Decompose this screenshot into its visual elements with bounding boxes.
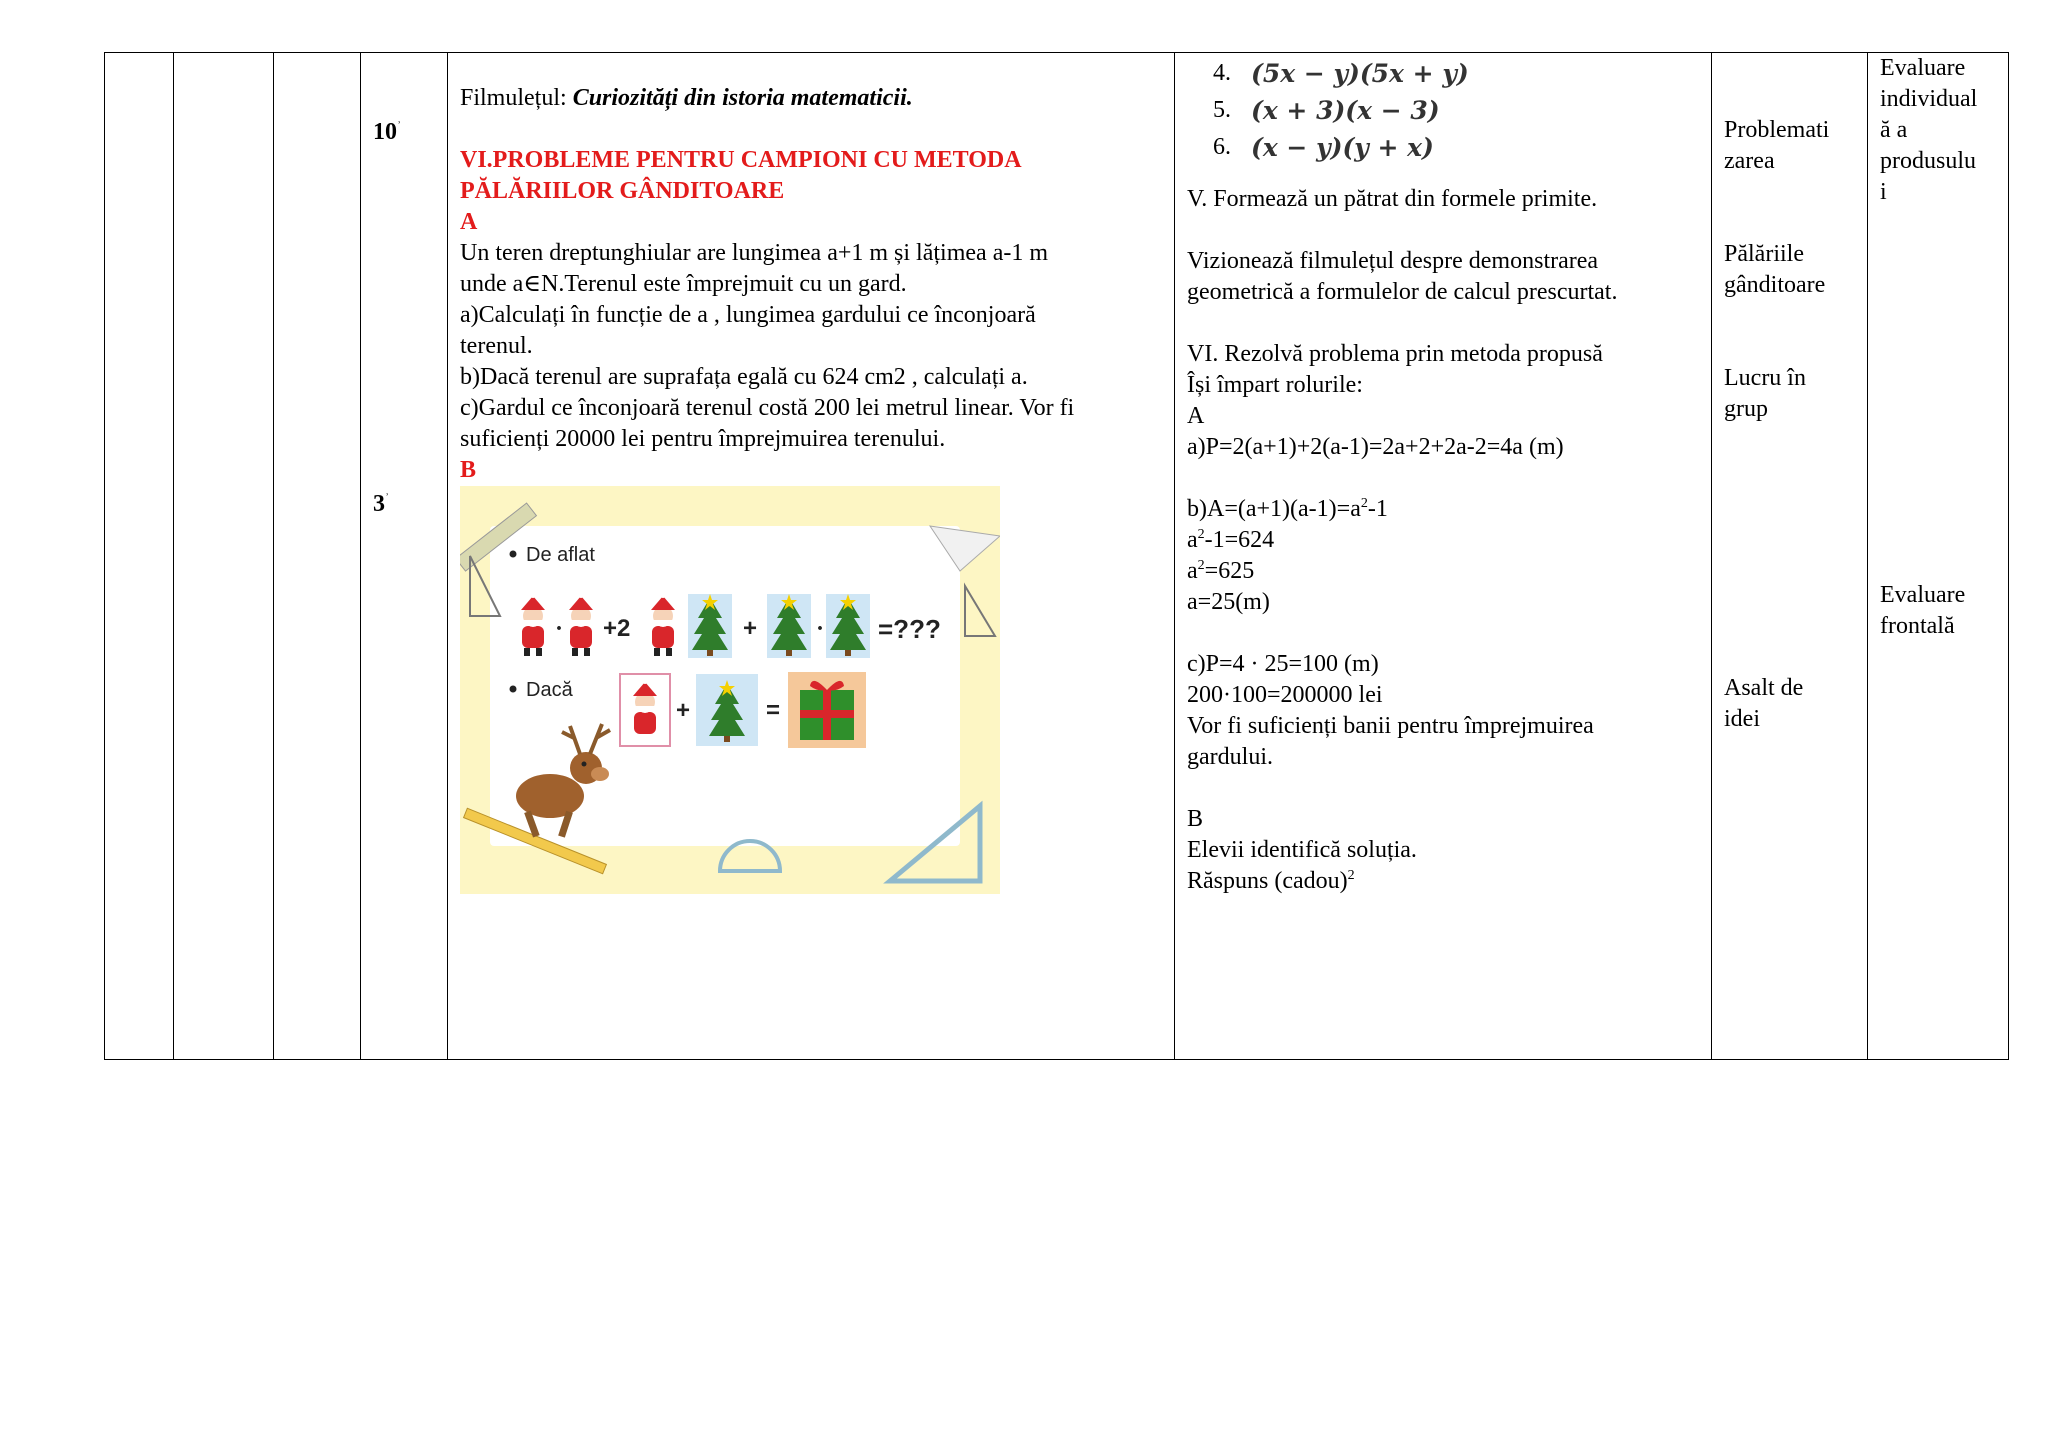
activity-cell [1175,53,1712,1060]
solution-b-3: $a^2=625$ [1187,558,1255,584]
method-3-line-1: Lucru în [1724,365,1806,391]
question-c-1: c)Gardul ce înconjoară terenul costă 200 lei metrul linear. Vor fi [460,395,1075,421]
tree-icon [767,594,811,658]
method-2-line-2: gânditoare [1724,272,1826,298]
step-vi: VI. Rezolvă problema prin metoda propusă [1187,341,1603,367]
solution-c-1: c)P=4 · 25=100 (m) [1187,651,1379,677]
film-line-2: geometrică a formulelor de calcul prescurtat. [1187,279,1618,305]
empty-cell-1 [105,53,174,1060]
svg-text:=: = [766,697,781,724]
find-label: De aflat [526,544,595,566]
eval-1-line: produsulu [1880,148,1976,174]
empty-cell-3 [274,53,361,1060]
problem-line-2: unde a∈N.Terenul este împrejmuit cu un gard. [460,271,907,297]
film-line: Filmulețul: Curiozități din istoria matematicii. [460,85,913,111]
time-10: $10^ʾ$ [373,118,402,145]
section-heading-1: VI.PROBLEME PENTRU CAMPIONI CU METODA [460,147,1022,173]
formula-item: 5. (x + 3)(x − 3) [1213,96,1440,125]
question-c-2: suficienți 20000 lei pentru împrejmuirea terenului. [460,426,946,452]
label-a: A [1187,403,1205,429]
step-v: V. Formează un pătrat din formele primite. [1187,186,1598,212]
svg-text:+: + [676,697,691,724]
lesson-plan-table [104,52,2009,1060]
eval-1-line: ă a [1880,117,1908,143]
question-a-2: terenul. [460,333,533,359]
tree-icon [688,594,732,658]
method-1-line-2: zarea [1724,148,1775,174]
solution-c-3: Vor fi suficienți banii pentru împrejmuirea [1187,713,1594,739]
question-b: b)Dacă terenul are suprafața egală cu 624 cm2 , calculați a. [460,364,1028,390]
svg-text:=???: =??? [878,614,941,644]
solution-c-4: gardului. [1187,744,1273,770]
gift-icon [788,672,866,748]
puzzle-image [460,486,1000,894]
formula-item: 6. (x − y)(y + x) [1213,133,1434,162]
formula-list [1187,55,1699,166]
methods-cell [1712,53,1868,1060]
method-4-line-2: idei [1724,706,1760,732]
label-b: B [460,457,477,483]
solution-c-2: 200·100=200000 lei [1187,682,1383,708]
eval-2-line-2: frontală [1880,613,1955,639]
eval-2-line-1: Evaluare [1880,582,1966,608]
svg-text:·: · [816,616,825,642]
roles-line: Își împart rolurile: [1187,372,1363,398]
film-title: Curiozități din istoria matematicii. [572,85,913,111]
method-3-line-2: grup [1724,396,1768,422]
formula-item: 4. (5x − y)(5x + y) [1213,59,1469,88]
problem-line-1: Un teren dreptunghiular are lungimea a+1 m și lățimea a-1 m [460,240,1048,266]
empty-cell-2 [174,53,274,1060]
time-3: $3^ʾ$ [373,490,390,517]
evaluation-cell [1868,53,2009,1060]
formula-expr: (x + 3)(x − 3) [1251,96,1440,125]
content-cell [448,53,1175,1060]
tree-icon [826,594,870,658]
solution-a: a)P=2(a+1)+2(a-1)=2a+2+2a-2=4a (m) [1187,434,1564,460]
santa-box-icon [620,674,670,746]
method-2-line-1: Pălăriile [1724,241,1804,267]
eval-1-line: Evaluare [1880,55,1966,81]
svg-text:·: · [555,616,564,642]
b-line-2: Răspuns (cadou)$^2$ [1187,868,1355,894]
solution-b-4: a=25(m) [1187,589,1270,615]
time-cell [361,53,448,1060]
formula-expr: (x − y)(y + x) [1251,133,1434,162]
svg-text:+: + [743,615,758,642]
solution-b-2: $a^2-1=624$ [1187,527,1275,553]
svg-text:+2: +2 [603,615,631,642]
method-1-line-1: Problemati [1724,117,1830,143]
formula-expr: (5x − y)(5x + y) [1251,59,1469,88]
solution-b-1: $b)A=(a+1)(a-1)=a^2-1$ [1187,496,1388,522]
tree-box-icon [696,674,758,746]
label-b: B [1187,806,1204,832]
label-a: A [460,209,478,235]
section-heading-2: PĂLĂRIILOR GÂNDITOARE [460,178,785,204]
question-a-1: a)Calculați în funcție de a , lungimea gardului ce înconjoară [460,302,1036,328]
b-line-1: Elevii identifică soluția. [1187,837,1417,863]
eval-1-line: individual [1880,86,1978,112]
method-4-line-1: Asalt de [1724,675,1804,701]
if-label: Dacă [526,679,573,701]
eval-1-line: i [1880,179,1887,205]
film-line-1: Vizionează filmulețul despre demonstrarea [1187,248,1599,274]
